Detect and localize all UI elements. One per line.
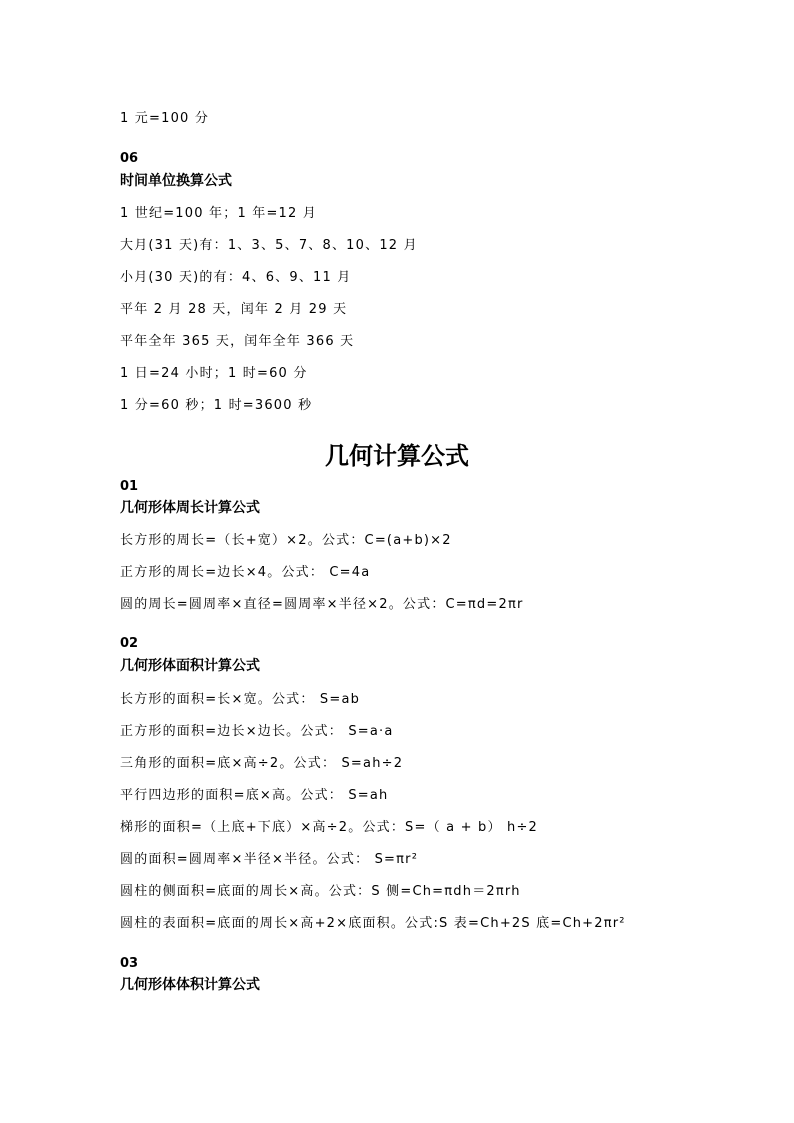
time-line: 平年全年 365 天，闰年全年 366 天 bbox=[120, 334, 355, 349]
section-heading-perimeter: 几何形体周长计算公式 bbox=[120, 500, 260, 516]
section-heading-time-units: 时间单位换算公式 bbox=[120, 173, 232, 189]
section-number-01: 01 bbox=[120, 479, 139, 494]
document-page bbox=[120, 0, 760, 1123]
time-line: 1 世纪=100 年；1 年=12 月 bbox=[120, 206, 318, 221]
section-heading-area: 几何形体面积计算公式 bbox=[120, 658, 260, 674]
section-number-03: 03 bbox=[120, 956, 139, 971]
perimeter-formula-line: 长方形的周长=（长+宽）×2。公式：C=(a+b)×2 bbox=[120, 533, 452, 548]
time-line: 1 日=24 小时；1 时=60 分 bbox=[120, 366, 308, 381]
time-line: 小月(30 天)的有：4、6、9、11 月 bbox=[120, 270, 352, 285]
area-formula-line: 圆柱的表面积=底面的周长×高+2×底面积。公式:S 表=Ch+2S 底=Ch+2πr² bbox=[120, 916, 626, 931]
currency-conversion-line: 1 元=100 分 bbox=[120, 111, 210, 126]
area-formula-line: 圆的面积=圆周率×半径×半径。公式： S=πr² bbox=[120, 852, 419, 867]
area-formula-line: 正方形的面积=边长×边长。公式： S=a·a bbox=[120, 724, 394, 739]
time-line: 平年 2 月 28 天，闰年 2 月 29 天 bbox=[120, 302, 348, 317]
time-line: 大月(31 天)有：1、3、5、7、8、10、12 月 bbox=[120, 238, 418, 253]
section-heading-volume: 几何形体体积计算公式 bbox=[120, 977, 260, 993]
area-formula-line: 平行四边形的面积=底×高。公式： S=ah bbox=[120, 788, 389, 803]
area-formula-line: 长方形的面积=长×宽。公式： S=ab bbox=[120, 692, 361, 707]
perimeter-formula-line: 正方形的周长=边长×4。公式： C=4a bbox=[120, 565, 371, 580]
perimeter-formula-line: 圆的周长=圆周率×直径=圆周率×半径×2。公式：C=πd=2πr bbox=[120, 597, 524, 612]
area-formula-line: 梯形的面积=（上底+下底）×高÷2。公式：S=（ a + b） h÷2 bbox=[120, 820, 539, 835]
page-title: 几何计算公式 bbox=[325, 442, 469, 470]
area-formula-line: 圆柱的侧面积=底面的周长×高。公式：S 侧=Ch=πdh＝2πrh bbox=[120, 884, 521, 899]
section-number-06: 06 bbox=[120, 151, 139, 166]
section-number-02: 02 bbox=[120, 636, 139, 651]
area-formula-line: 三角形的面积=底×高÷2。公式： S=ah÷2 bbox=[120, 756, 404, 771]
time-line: 1 分=60 秒；1 时=3600 秒 bbox=[120, 398, 313, 413]
